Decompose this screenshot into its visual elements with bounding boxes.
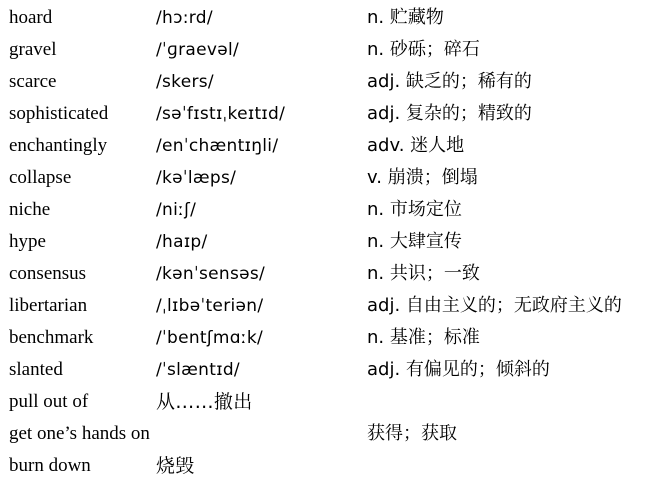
vocab-word: burn down (9, 455, 91, 476)
vocab-meaning: 烧毁 (156, 455, 195, 477)
vocab-word: benchmark (9, 327, 94, 348)
vocab-word: slanted (9, 359, 63, 380)
vocab-definition: adj. 缺乏的；稀有的 (367, 71, 532, 92)
vocab-row-pull-out-of (9, 387, 659, 419)
vocab-row-sophisticated (9, 99, 659, 131)
vocab-phonetic: /ˈslæntɪd/ (156, 360, 240, 380)
vocab-row-libertarian (9, 291, 659, 323)
vocab-phonetic: /ˌlɪbəˈteriən/ (156, 296, 264, 316)
vocab-word: collapse (9, 167, 72, 188)
vocab-phonetic: /kənˈsensəs/ (156, 264, 266, 284)
vocab-word: niche (9, 199, 51, 220)
vocab-definition: n. 砂砾；碎石 (367, 39, 480, 60)
vocab-word: gravel (9, 39, 57, 60)
vocab-phonetic: /ˈbentʃmɑːk/ (156, 328, 264, 348)
vocab-word: hoard (9, 7, 53, 28)
vocab-definition: n. 共识；一致 (367, 263, 480, 284)
vocab-meaning: 从……撤出 (156, 391, 253, 413)
vocab-row-hoard (9, 3, 659, 35)
vocab-phonetic: /hɔ:rd/ (156, 8, 213, 28)
vocab-definition: adj. 有偏见的；倾斜的 (367, 359, 550, 380)
vocab-row-scarce (9, 67, 659, 99)
vocab-definition: adj. 自由主义的；无政府主义的 (367, 295, 622, 316)
vocab-word: pull out of (9, 391, 89, 412)
vocab-phonetic: /səˈfɪstɪˌkeɪtɪd/ (156, 104, 286, 124)
vocab-phonetic: /haɪp/ (156, 232, 208, 252)
vocab-row-collapse (9, 163, 659, 195)
vocab-phonetic: /enˈchæntɪŋli/ (156, 136, 279, 156)
vocab-word: hype (9, 231, 46, 252)
vocab-row-slanted (9, 355, 659, 387)
vocab-definition: n. 大肆宣传 (367, 231, 462, 252)
vocab-word: consensus (9, 263, 87, 284)
vocab-row-consensus (9, 259, 659, 291)
vocab-phonetic: /ˈɡraevəl/ (156, 40, 240, 60)
vocab-definition: n. 基准；标准 (367, 327, 480, 348)
vocab-phonetic: /niːʃ/ (156, 200, 197, 220)
vocab-definition: n. 市场定位 (367, 199, 462, 220)
vocab-row-benchmark (9, 323, 659, 355)
vocab-row-enchantingly (9, 131, 659, 163)
vocab-phonetic: /kəˈlæps/ (156, 168, 237, 188)
vocab-definition: n. 贮藏物 (367, 7, 444, 28)
vocab-definition: 获得；获取 (367, 423, 457, 444)
vocab-definition: adv. 迷人地 (367, 135, 465, 156)
vocabulary-list (9, 3, 659, 483)
vocab-phonetic: /skers/ (156, 72, 214, 92)
vocab-definition: v. 崩溃；倒塌 (367, 167, 478, 188)
vocab-definition: adj. 复杂的；精致的 (367, 103, 532, 124)
vocab-word: get one’s hands on (9, 423, 150, 444)
vocab-row-hype (9, 227, 659, 259)
vocab-row-get-ones-hands-on (9, 419, 659, 451)
vocab-row-niche (9, 195, 659, 227)
vocab-word: libertarian (9, 295, 88, 316)
vocab-word: scarce (9, 71, 57, 92)
vocab-row-burn-down (9, 451, 659, 483)
vocab-word: enchantingly (9, 135, 108, 156)
vocab-row-gravel (9, 35, 659, 67)
vocab-word: sophisticated (9, 103, 109, 124)
